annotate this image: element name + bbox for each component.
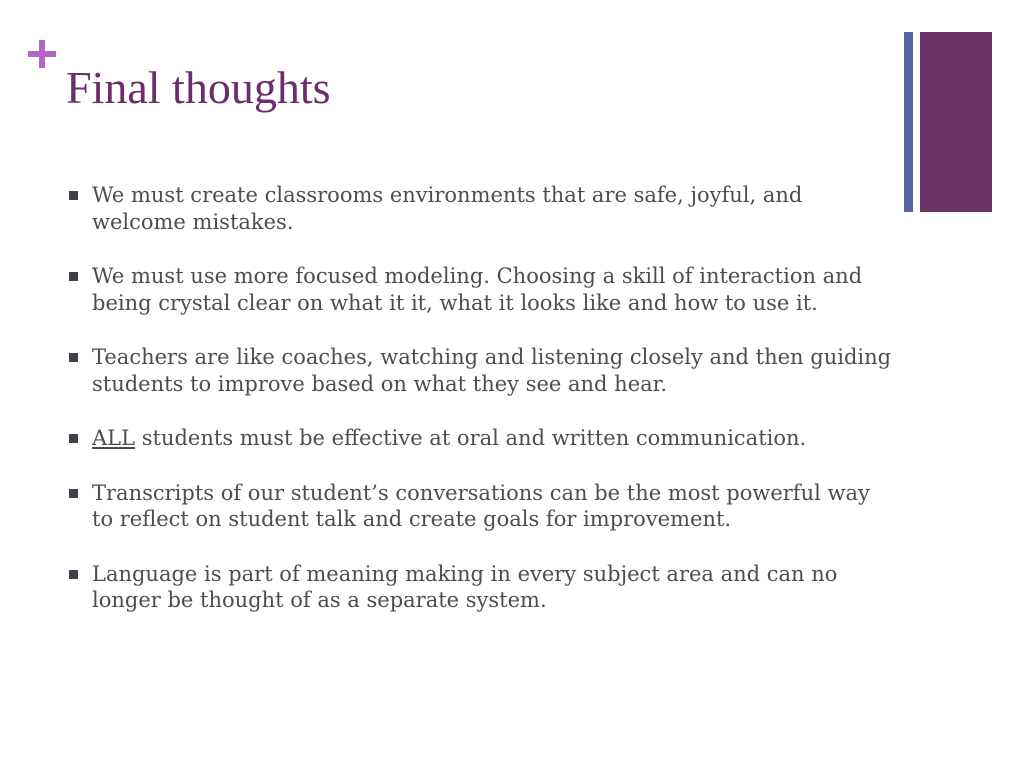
bullet-square-icon: [69, 272, 78, 281]
bullet-item: [66, 182, 896, 235]
bullet-list: [66, 182, 896, 642]
bullet-item: [66, 263, 896, 316]
bullet-square-icon: [69, 353, 78, 362]
bullet-emphasis: ALL: [92, 426, 136, 450]
bullet-text: students must be effective at oral and written communication.: [135, 426, 807, 450]
bullet-item: [66, 425, 896, 452]
bullet-text: We must use more focused modeling. Choosing a skill of interaction and being crystal clear on what it it, what it looks like and how to use it.: [92, 264, 863, 315]
bullet-item: [66, 561, 896, 614]
bullet-text: Language is part of meaning making in every subject area and can no longer be thought of as a separate system.: [92, 561, 838, 612]
slide-title: Final thoughts: [66, 62, 331, 113]
accent-stripe: [904, 32, 913, 212]
bullet-square-icon: [69, 489, 78, 498]
bullet-item: [66, 344, 896, 397]
bullet-text: Teachers are like coaches, watching and listening closely and then guiding students to improve based on what they see and hear.: [92, 345, 892, 396]
bullet-item: [66, 480, 896, 533]
bullet-square-icon: [69, 191, 78, 200]
accent-block: [920, 32, 992, 212]
bullet-text: We must create classrooms environments that are safe, joyful, and welcome mistakes.: [92, 183, 803, 234]
plus-icon: [28, 40, 56, 68]
bullet-text: Transcripts of our student’s conversations can be the most powerful way to reflect on student talk and create goals for improvement.: [92, 480, 870, 531]
bullet-square-icon: [69, 434, 78, 443]
bullet-square-icon: [69, 570, 78, 579]
